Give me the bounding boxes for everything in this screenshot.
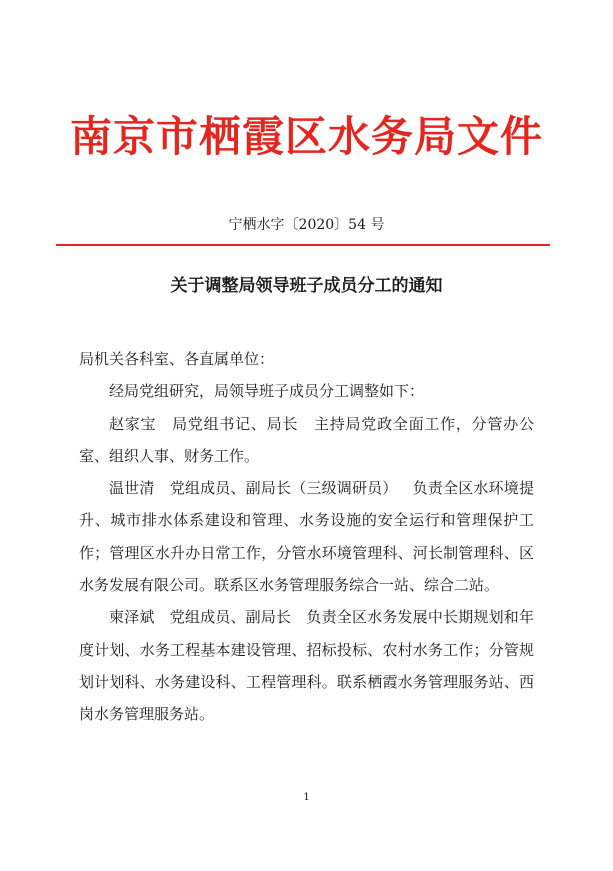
- document-number: 宁栖水字〔2020〕54 号: [228, 217, 385, 233]
- member-paragraph-3: [79, 601, 534, 730]
- page-number: 1: [303, 792, 310, 803]
- member-position: 党组成员、副局长: [169, 608, 292, 627]
- member-name: 赵家宝: [109, 414, 157, 433]
- recipients-line: 局机关各科室、各直属单位：: [79, 350, 275, 368]
- member-name: 温世清: [109, 479, 155, 498]
- member-duties: 负责全区水环境提升、城市排水体系建设和管理、水务设施的安全运行和管理保护工作；管理区水升办日常工作，分管水环境管理科、河长制管理科、区水务发展有限公司。联系区水务管理服务综合一站、综合二站。: [79, 479, 534, 595]
- member-duties: 主持局党政全面工作，分管办公室、组织人事、财务工作。: [79, 414, 534, 465]
- member-position: 局党组书记、局长: [171, 414, 299, 433]
- member-paragraph-2: [79, 472, 534, 601]
- member-name: 柬泽斌: [109, 608, 155, 627]
- document-header-title: 南京市栖霞区水务局文件: [69, 112, 543, 161]
- intro-paragraph: 经局党组研究，局领导班子成员分工调整如下：: [109, 382, 425, 401]
- member-paragraph-1: [79, 408, 534, 473]
- notice-body: [79, 343, 534, 731]
- member-position: 党组成员、副局长（三级调研员）: [169, 479, 398, 498]
- red-divider-line: [56, 244, 550, 246]
- notice-title: 关于调整局领导班子成员分工的通知: [170, 276, 443, 296]
- member-duties: 负责全区水务发展中长期规划和年度计划、水务工程基本建设管理、招标投标、农村水务工作；分管规划计划科、水务建设科、工程管理科。联系栖霞水务管理服务站、西岗水务管理服务站。: [79, 608, 534, 724]
